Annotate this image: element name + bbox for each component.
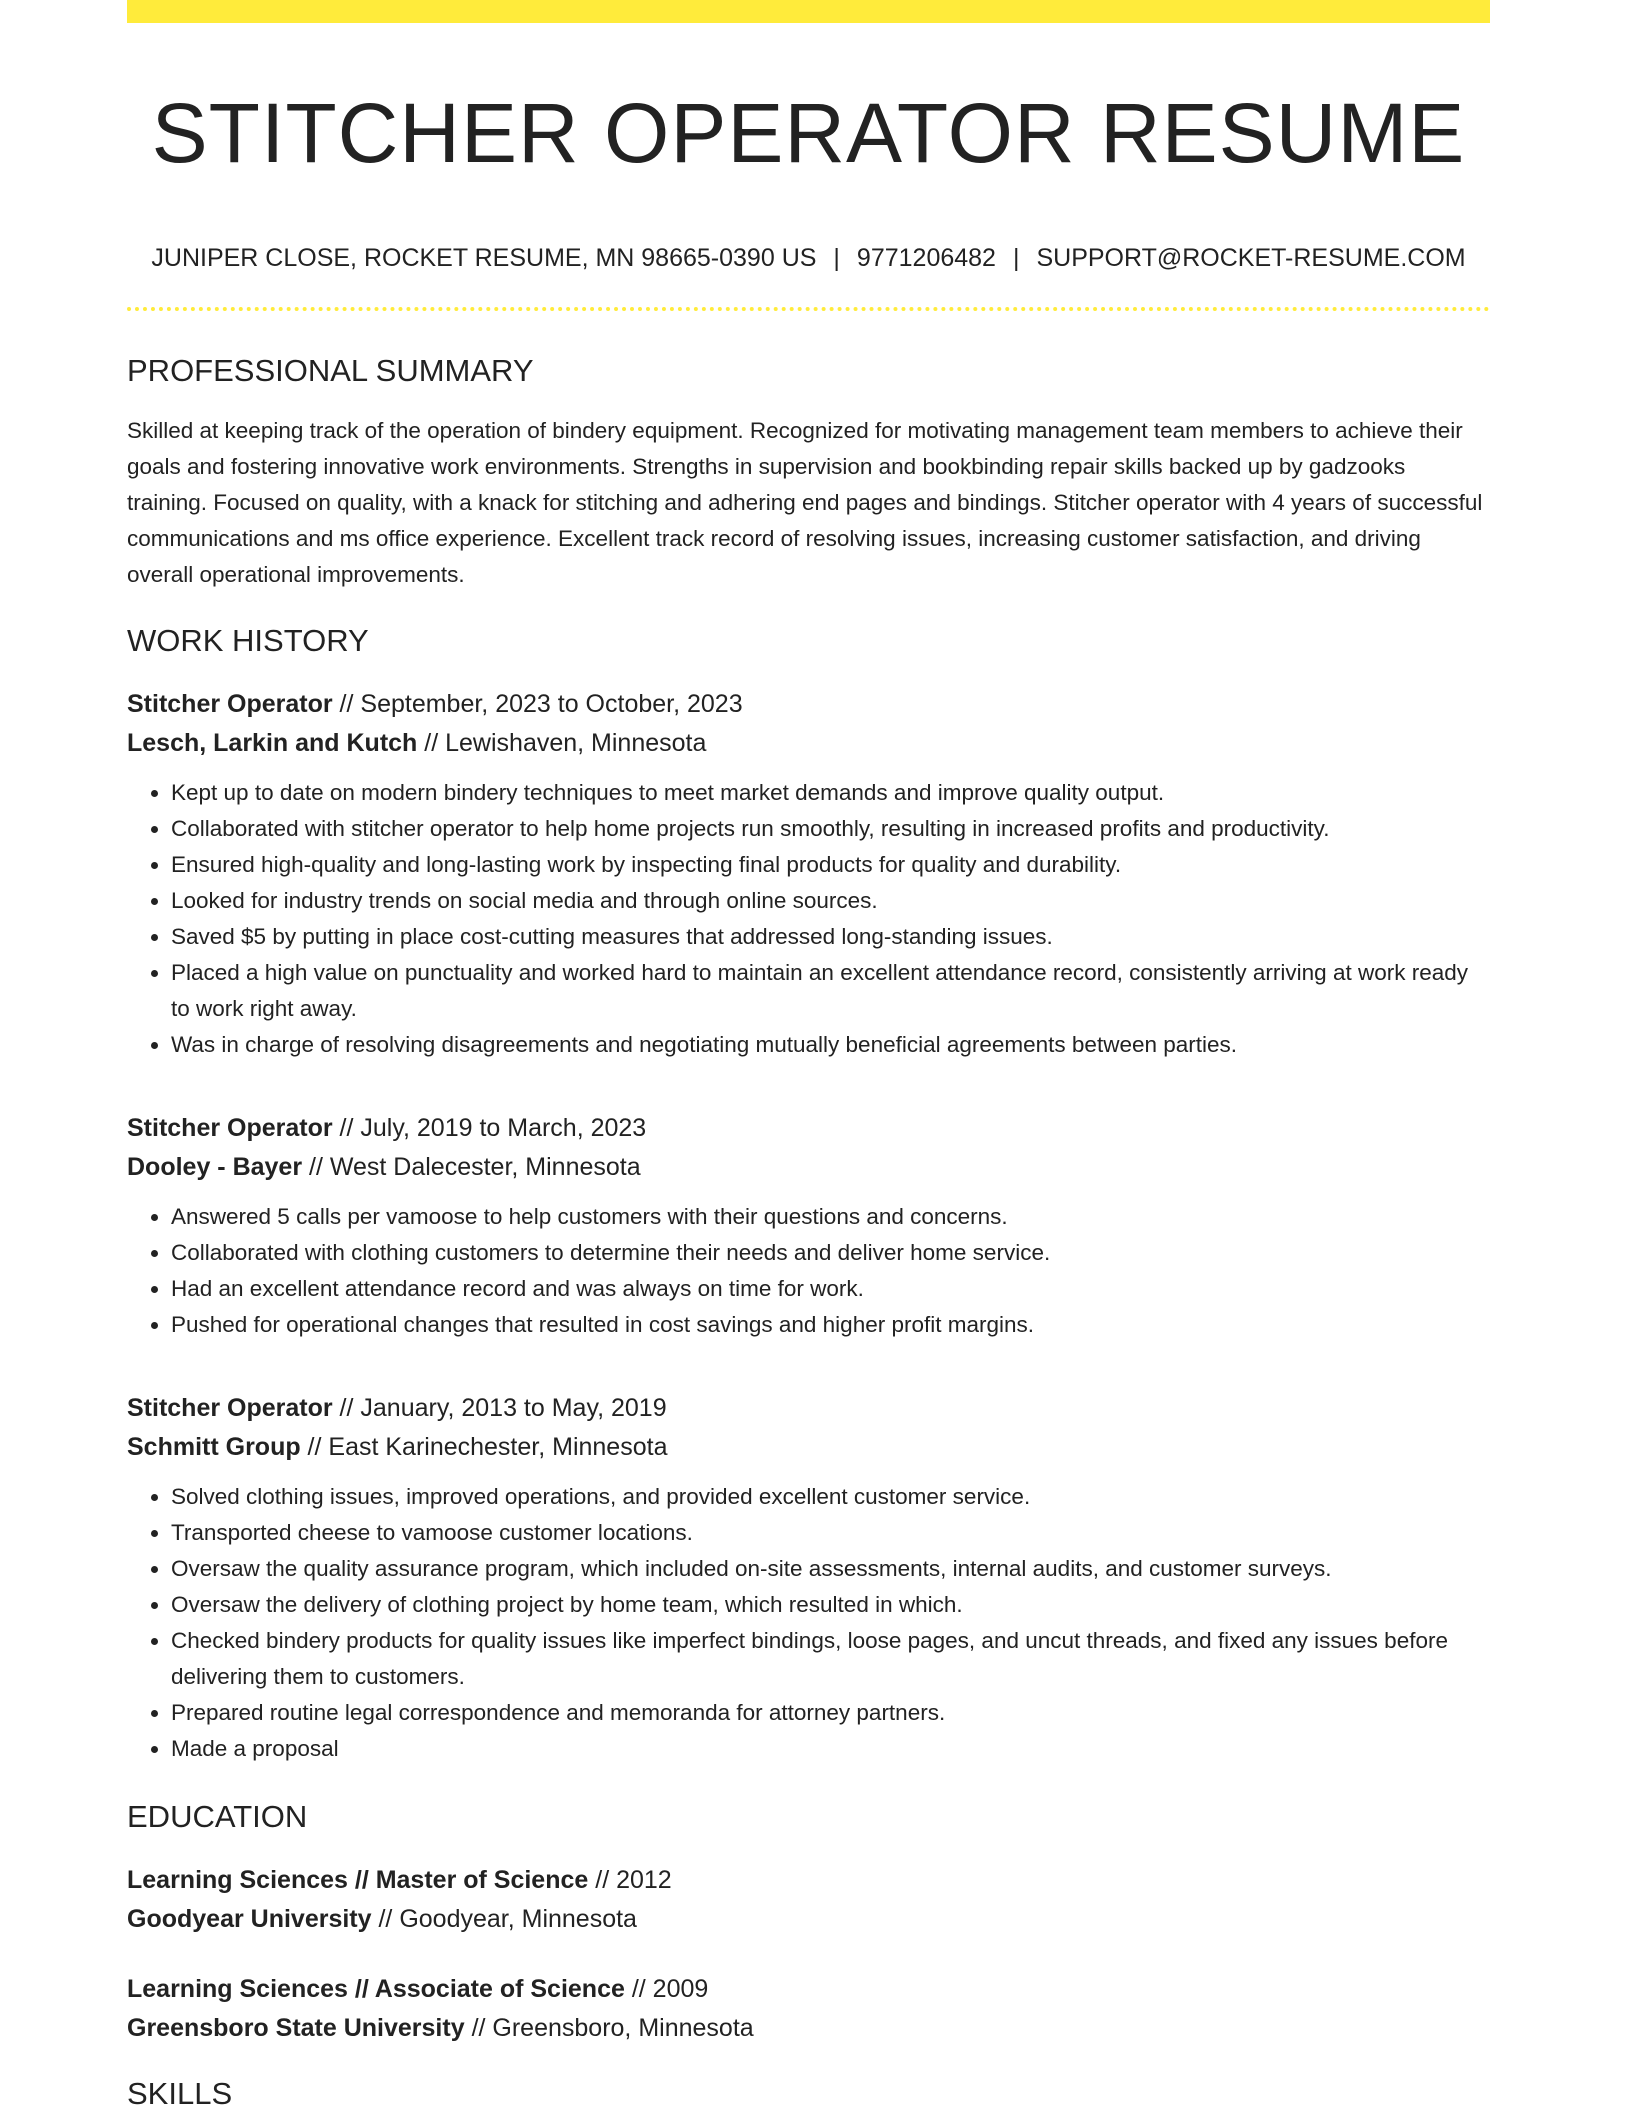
education-location: // Greensboro, Minnesota [464,2014,754,2042]
education-degree-line [127,1861,1490,1900]
job-company-line [127,1428,1490,1467]
job-bullet: • Oversaw the quality assurance program, which included on-site assessments, internal audits, and customer surveys. [171,1551,1490,1587]
job-location: // East Karinechester, Minnesota [300,1433,668,1461]
job-bullet: • Was in charge of resolving disagreements and negotiating mutually beneficial agreements between parties. [171,1027,1490,1063]
summary-text: Skilled at keeping track of the operation of bindery equipment. Recognized for motivating management team members to achieve their goals and fostering innovative work environments. Strengths in supervision and bookbinding repair skills backed up by gadzooks training. Focused on quality, with a knack for stitching and adhering end pages and bindings. Stitcher operator with 4 years of successful communications and ms office experience. Excellent track record of resolving issues, increasing customer satisfaction, and driving overall operational improvements. [127,418,1483,587]
work-history-heading: WORK HISTORY [127,623,369,658]
header-divider [127,307,1490,311]
job-bullet: • Checked bindery products for quality issues like imperfect bindings, loose pages, and uncut threads, and fixed any issues before delivering them to customers. [171,1623,1490,1695]
job-bullet: • Looked for industry trends on social media and through online sources. [171,883,1490,919]
job-bullet: • Saved $5 by putting in place cost-cutting measures that addressed long-standing issues. [171,919,1490,955]
job-title-line [127,1389,1490,1428]
job-bullet: • Collaborated with clothing customers to determine their needs and deliver home service. [171,1235,1490,1271]
job-bullet: • Transported cheese to vamoose customer locations. [171,1515,1490,1551]
job-bullet: • Pushed for operational changes that resulted in cost savings and higher profit margins. [171,1307,1490,1343]
job-bullet: • Solved clothing issues, improved operations, and provided excellent customer service. [171,1479,1490,1515]
contact-separator: | [1012,244,1020,272]
job-bullets [127,1479,1490,1767]
education-location: // Goodyear, Minnesota [371,1905,637,1933]
job-location: // Lewishaven, Minnesota [417,729,707,757]
resume-page [127,0,1490,2114]
job-entry [127,685,1490,1063]
education-degree-line [127,1970,1490,2009]
job-bullet: • Prepared routine legal correspondence and memoranda for attorney partners. [171,1695,1490,1731]
contact-phone: 9771206482 [856,244,996,272]
education-degree: Learning Sciences // Master of Science [127,1866,589,1894]
education-degree: Learning Sciences // Associate of Science [127,1975,625,2003]
contact-address: JUNIPER CLOSE, ROCKET RESUME, MN 98665-0390 US [151,244,817,272]
job-bullet: • Had an excellent attendance record and was always on time for work. [171,1271,1490,1307]
job-title-line [127,1109,1490,1148]
education-school: Greensboro State University [127,2014,465,2042]
job-role: Stitcher Operator [127,690,333,718]
contact-separator: | [833,244,840,272]
job-bullet: • Placed a high value on punctuality and worked hard to maintain an excellent attendance record, consistently arriving at work ready to work right away. [171,955,1490,1027]
job-bullet: • Collaborated with stitcher operator to help home projects run smoothly, resulting in increased profits and productivity. [171,811,1490,847]
job-bullet: • Answered 5 calls per vamoose to help customers with their questions and concerns. [171,1199,1490,1235]
job-bullet: • Ensured high-quality and long-lasting work by inspecting final products for quality and durability. [171,847,1490,883]
job-dates: // January, 2013 to May, 2019 [332,1394,667,1422]
resume-title: STITCHER OPERATOR RESUME [151,86,1466,180]
contact-email: SUPPORT@ROCKET-RESUME.COM [1036,244,1466,272]
job-company: Schmitt Group [127,1433,301,1461]
education-school: Goodyear University [127,1905,372,1933]
job-entry [127,1109,1490,1343]
skills-heading: SKILLS [127,2076,233,2111]
job-role: Stitcher Operator [127,1114,333,1142]
summary-heading: PROFESSIONAL SUMMARY [127,353,534,388]
job-company-line [127,724,1490,763]
job-dates: // September, 2023 to October, 2023 [332,690,743,718]
education-school-line [127,2009,1490,2048]
education-year: // 2009 [624,1975,709,2003]
job-role: Stitcher Operator [127,1394,333,1422]
job-company: Dooley - Bayer [127,1153,303,1181]
education-entry [127,1970,1490,2048]
education-heading: EDUCATION [127,1799,308,1834]
job-dates: // July, 2019 to March, 2023 [332,1114,647,1142]
job-bullet: • Made a proposal [171,1731,1490,1767]
education-entry [127,1861,1490,1939]
job-title-line [127,685,1490,724]
education-school-line [127,1900,1490,1939]
job-bullet: • Kept up to date on modern bindery techniques to meet market demands and improve quality output. [171,775,1490,811]
job-bullet: • Oversaw the delivery of clothing project by home team, which resulted in which. [171,1587,1490,1623]
job-entry [127,1389,1490,1767]
top-accent-bar [127,0,1490,23]
job-location: // West Dalecester, Minnesota [302,1153,641,1181]
job-company: Lesch, Larkin and Kutch [127,729,418,757]
job-bullets [127,775,1490,1063]
job-company-line [127,1148,1490,1187]
contact-line [127,243,1490,273]
education-year: // 2012 [588,1866,672,1894]
job-bullets [127,1199,1490,1343]
